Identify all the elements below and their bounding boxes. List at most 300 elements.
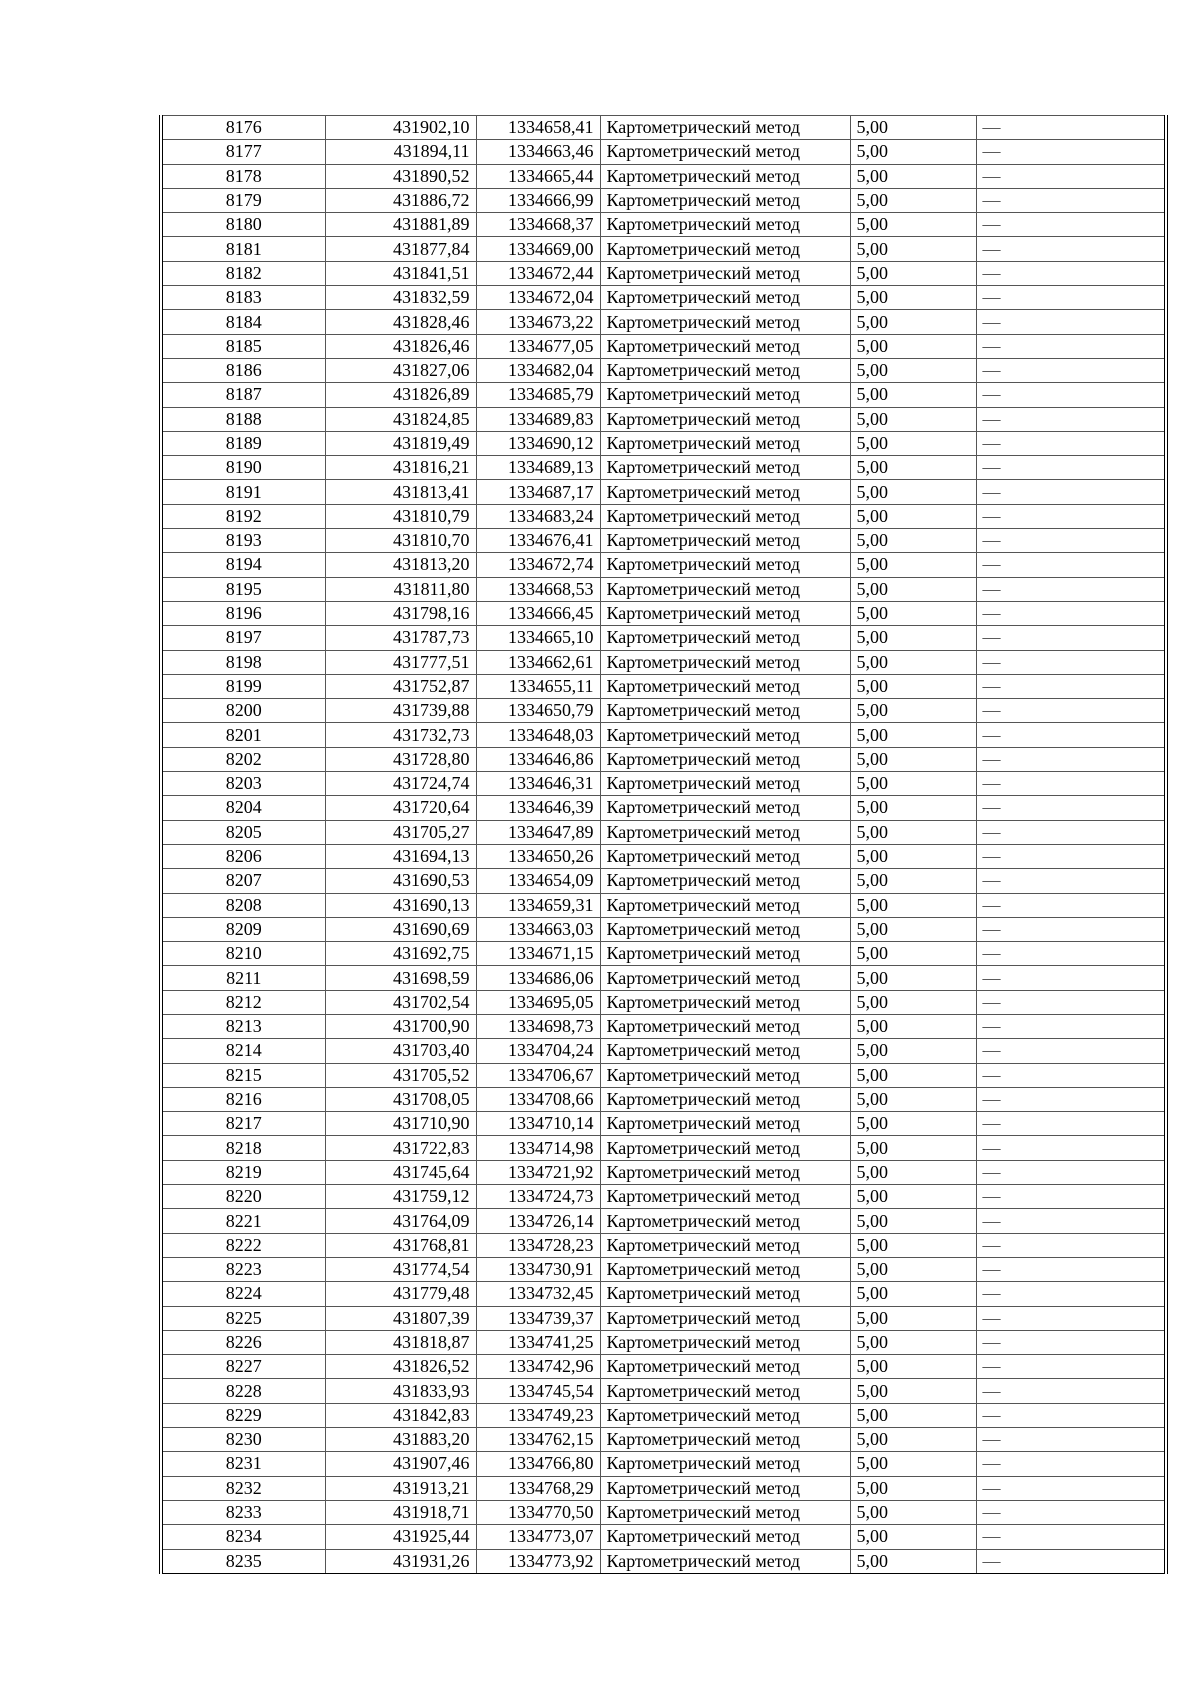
x-coordinate-cell: 431690,53	[325, 869, 476, 893]
y-coordinate-cell: 1334766,80	[476, 1452, 600, 1476]
table-row	[161, 1087, 1166, 1111]
point-number-cell: 8227	[161, 1355, 325, 1379]
x-coordinate-cell: 431918,71	[325, 1500, 476, 1524]
y-coordinate-cell: 1334668,37	[476, 213, 600, 237]
y-coordinate-cell: 1334668,53	[476, 577, 600, 601]
mean-square-error-cell: 5,00	[850, 1209, 976, 1233]
x-coordinate-cell: 431925,44	[325, 1525, 476, 1549]
x-coordinate-cell: 431732,73	[325, 723, 476, 747]
x-coordinate-cell: 431694,13	[325, 844, 476, 868]
determination-method-cell: Картометрический метод	[600, 553, 850, 577]
table-row	[161, 577, 1166, 601]
y-coordinate-cell: 1334665,10	[476, 626, 600, 650]
x-coordinate-cell: 431894,11	[325, 140, 476, 164]
table-row	[161, 723, 1166, 747]
y-coordinate-cell: 1334672,74	[476, 553, 600, 577]
determination-method-cell: Картометрический метод	[600, 310, 850, 334]
table-row	[161, 1428, 1166, 1452]
x-coordinate-cell: 431690,13	[325, 893, 476, 917]
table-row	[161, 796, 1166, 820]
determination-method-cell: Картометрический метод	[600, 1209, 850, 1233]
x-coordinate-cell: 431787,73	[325, 626, 476, 650]
mean-square-error-cell: 5,00	[850, 1014, 976, 1038]
point-number-cell: 8194	[161, 553, 325, 577]
y-coordinate-cell: 1334665,44	[476, 164, 600, 188]
point-number-cell: 8207	[161, 869, 325, 893]
point-description-cell: —	[976, 334, 1166, 358]
mean-square-error-cell: 5,00	[850, 1257, 976, 1281]
y-coordinate-cell: 1334659,31	[476, 893, 600, 917]
mean-square-error-cell: 5,00	[850, 893, 976, 917]
y-coordinate-cell: 1334650,26	[476, 844, 600, 868]
point-number-cell: 8192	[161, 504, 325, 528]
point-description-cell: —	[976, 116, 1166, 140]
y-coordinate-cell: 1334762,15	[476, 1428, 600, 1452]
point-description-cell: —	[976, 504, 1166, 528]
mean-square-error-cell: 5,00	[850, 1355, 976, 1379]
point-number-cell: 8222	[161, 1233, 325, 1257]
y-coordinate-cell: 1334770,50	[476, 1500, 600, 1524]
table-row	[161, 480, 1166, 504]
point-number-cell: 8205	[161, 820, 325, 844]
point-description-cell: —	[976, 990, 1166, 1014]
y-coordinate-cell: 1334773,07	[476, 1525, 600, 1549]
table-row	[161, 529, 1166, 553]
y-coordinate-cell: 1334663,46	[476, 140, 600, 164]
y-coordinate-cell: 1334669,00	[476, 237, 600, 261]
mean-square-error-cell: 5,00	[850, 1087, 976, 1111]
point-number-cell: 8212	[161, 990, 325, 1014]
x-coordinate-cell: 431824,85	[325, 407, 476, 431]
point-number-cell: 8180	[161, 213, 325, 237]
table-row	[161, 844, 1166, 868]
point-description-cell: —	[976, 1428, 1166, 1452]
mean-square-error-cell: 5,00	[850, 431, 976, 455]
point-number-cell: 8219	[161, 1160, 325, 1184]
x-coordinate-cell: 431810,70	[325, 529, 476, 553]
table-row	[161, 1112, 1166, 1136]
mean-square-error-cell: 5,00	[850, 723, 976, 747]
table-row	[161, 504, 1166, 528]
determination-method-cell: Картометрический метод	[600, 407, 850, 431]
mean-square-error-cell: 5,00	[850, 1500, 976, 1524]
y-coordinate-cell: 1334655,11	[476, 674, 600, 698]
mean-square-error-cell: 5,00	[850, 820, 976, 844]
point-number-cell: 8234	[161, 1525, 325, 1549]
table-row	[161, 1185, 1166, 1209]
mean-square-error-cell: 5,00	[850, 1549, 976, 1573]
x-coordinate-cell: 431807,39	[325, 1306, 476, 1330]
y-coordinate-cell: 1334672,04	[476, 286, 600, 310]
mean-square-error-cell: 5,00	[850, 1476, 976, 1500]
point-number-cell: 8235	[161, 1549, 325, 1573]
y-coordinate-cell: 1334673,22	[476, 310, 600, 334]
mean-square-error-cell: 5,00	[850, 1403, 976, 1427]
point-description-cell: —	[976, 820, 1166, 844]
determination-method-cell: Картометрический метод	[600, 188, 850, 212]
point-description-cell: —	[976, 431, 1166, 455]
y-coordinate-cell: 1334686,06	[476, 966, 600, 990]
y-coordinate-cell: 1334726,14	[476, 1209, 600, 1233]
point-number-cell: 8190	[161, 456, 325, 480]
point-number-cell: 8187	[161, 383, 325, 407]
point-number-cell: 8228	[161, 1379, 325, 1403]
x-coordinate-cell: 431826,46	[325, 334, 476, 358]
mean-square-error-cell: 5,00	[850, 310, 976, 334]
mean-square-error-cell: 5,00	[850, 917, 976, 941]
point-description-cell: —	[976, 747, 1166, 771]
y-coordinate-cell: 1334654,09	[476, 869, 600, 893]
point-description-cell: —	[976, 1136, 1166, 1160]
mean-square-error-cell: 5,00	[850, 188, 976, 212]
determination-method-cell: Картометрический метод	[600, 261, 850, 285]
point-number-cell: 8208	[161, 893, 325, 917]
determination-method-cell: Картометрический метод	[600, 772, 850, 796]
point-number-cell: 8181	[161, 237, 325, 261]
determination-method-cell: Картометрический метод	[600, 893, 850, 917]
point-number-cell: 8193	[161, 529, 325, 553]
table-row	[161, 1136, 1166, 1160]
y-coordinate-cell: 1334683,24	[476, 504, 600, 528]
mean-square-error-cell: 5,00	[850, 1330, 976, 1354]
mean-square-error-cell: 5,00	[850, 213, 976, 237]
table-row	[161, 626, 1166, 650]
determination-method-cell: Картометрический метод	[600, 820, 850, 844]
mean-square-error-cell: 5,00	[850, 747, 976, 771]
point-number-cell: 8191	[161, 480, 325, 504]
mean-square-error-cell: 5,00	[850, 480, 976, 504]
point-description-cell: —	[976, 1063, 1166, 1087]
y-coordinate-cell: 1334677,05	[476, 334, 600, 358]
mean-square-error-cell: 5,00	[850, 966, 976, 990]
determination-method-cell: Картометрический метод	[600, 723, 850, 747]
table-row	[161, 261, 1166, 285]
point-number-cell: 8215	[161, 1063, 325, 1087]
table-row	[161, 383, 1166, 407]
x-coordinate-cell: 431883,20	[325, 1428, 476, 1452]
y-coordinate-cell: 1334741,25	[476, 1330, 600, 1354]
point-description-cell: —	[976, 1209, 1166, 1233]
x-coordinate-cell: 431902,10	[325, 116, 476, 140]
x-coordinate-cell: 431907,46	[325, 1452, 476, 1476]
determination-method-cell: Картометрический метод	[600, 1428, 850, 1452]
y-coordinate-cell: 1334698,73	[476, 1014, 600, 1038]
x-coordinate-cell: 431827,06	[325, 358, 476, 382]
determination-method-cell: Картометрический метод	[600, 116, 850, 140]
point-description-cell: —	[976, 1257, 1166, 1281]
determination-method-cell: Картометрический метод	[600, 626, 850, 650]
point-description-cell: —	[976, 942, 1166, 966]
determination-method-cell: Картометрический метод	[600, 1112, 850, 1136]
point-number-cell: 8229	[161, 1403, 325, 1427]
point-description-cell: —	[976, 1355, 1166, 1379]
x-coordinate-cell: 431759,12	[325, 1185, 476, 1209]
mean-square-error-cell: 5,00	[850, 334, 976, 358]
determination-method-cell: Картометрический метод	[600, 1549, 850, 1573]
point-description-cell: —	[976, 1282, 1166, 1306]
x-coordinate-cell: 431745,64	[325, 1160, 476, 1184]
table-row	[161, 650, 1166, 674]
table-row	[161, 747, 1166, 771]
point-description-cell: —	[976, 529, 1166, 553]
point-number-cell: 8178	[161, 164, 325, 188]
point-description-cell: —	[976, 650, 1166, 674]
x-coordinate-cell: 431724,74	[325, 772, 476, 796]
x-coordinate-cell: 431690,69	[325, 917, 476, 941]
determination-method-cell: Картометрический метод	[600, 1379, 850, 1403]
mean-square-error-cell: 5,00	[850, 869, 976, 893]
y-coordinate-cell: 1334676,41	[476, 529, 600, 553]
table-row	[161, 1379, 1166, 1403]
y-coordinate-cell: 1334646,39	[476, 796, 600, 820]
point-description-cell: —	[976, 553, 1166, 577]
point-number-cell: 8183	[161, 286, 325, 310]
table-row	[161, 1209, 1166, 1233]
y-coordinate-cell: 1334687,17	[476, 480, 600, 504]
mean-square-error-cell: 5,00	[850, 650, 976, 674]
point-number-cell: 8184	[161, 310, 325, 334]
point-number-cell: 8186	[161, 358, 325, 382]
y-coordinate-cell: 1334742,96	[476, 1355, 600, 1379]
point-number-cell: 8220	[161, 1185, 325, 1209]
determination-method-cell: Картометрический метод	[600, 1355, 850, 1379]
table-row	[161, 1282, 1166, 1306]
point-description-cell: —	[976, 1379, 1166, 1403]
point-description-cell: —	[976, 383, 1166, 407]
x-coordinate-cell: 431708,05	[325, 1087, 476, 1111]
mean-square-error-cell: 5,00	[850, 601, 976, 625]
mean-square-error-cell: 5,00	[850, 116, 976, 140]
x-coordinate-cell: 431811,80	[325, 577, 476, 601]
point-description-cell: —	[976, 140, 1166, 164]
mean-square-error-cell: 5,00	[850, 1063, 976, 1087]
x-coordinate-cell: 431692,75	[325, 942, 476, 966]
x-coordinate-cell: 431798,16	[325, 601, 476, 625]
point-description-cell: —	[976, 1087, 1166, 1111]
x-coordinate-cell: 431720,64	[325, 796, 476, 820]
point-description-cell: —	[976, 966, 1166, 990]
x-coordinate-cell: 431768,81	[325, 1233, 476, 1257]
determination-method-cell: Картометрический метод	[600, 529, 850, 553]
point-description-cell: —	[976, 772, 1166, 796]
determination-method-cell: Картометрический метод	[600, 1452, 850, 1476]
mean-square-error-cell: 5,00	[850, 1233, 976, 1257]
determination-method-cell: Картометрический метод	[600, 237, 850, 261]
x-coordinate-cell: 431931,26	[325, 1549, 476, 1573]
table-row	[161, 1549, 1166, 1573]
point-number-cell: 8195	[161, 577, 325, 601]
table-row	[161, 140, 1166, 164]
point-number-cell: 8189	[161, 431, 325, 455]
table-row	[161, 1403, 1166, 1427]
x-coordinate-cell: 431881,89	[325, 213, 476, 237]
mean-square-error-cell: 5,00	[850, 1379, 976, 1403]
y-coordinate-cell: 1334704,24	[476, 1039, 600, 1063]
y-coordinate-cell: 1334773,92	[476, 1549, 600, 1573]
point-description-cell: —	[976, 1452, 1166, 1476]
y-coordinate-cell: 1334690,12	[476, 431, 600, 455]
determination-method-cell: Картометрический метод	[600, 480, 850, 504]
point-number-cell: 8211	[161, 966, 325, 990]
mean-square-error-cell: 5,00	[850, 1039, 976, 1063]
determination-method-cell: Картометрический метод	[600, 844, 850, 868]
determination-method-cell: Картометрический метод	[600, 577, 850, 601]
mean-square-error-cell: 5,00	[850, 1452, 976, 1476]
x-coordinate-cell: 431698,59	[325, 966, 476, 990]
point-description-cell: —	[976, 358, 1166, 382]
determination-method-cell: Картометрический метод	[600, 286, 850, 310]
point-number-cell: 8217	[161, 1112, 325, 1136]
x-coordinate-cell: 431774,54	[325, 1257, 476, 1281]
mean-square-error-cell: 5,00	[850, 772, 976, 796]
point-description-cell: —	[976, 1403, 1166, 1427]
mean-square-error-cell: 5,00	[850, 140, 976, 164]
point-description-cell: —	[976, 1233, 1166, 1257]
x-coordinate-cell: 431739,88	[325, 699, 476, 723]
table-row	[161, 1330, 1166, 1354]
point-number-cell: 8199	[161, 674, 325, 698]
point-number-cell: 8201	[161, 723, 325, 747]
point-number-cell: 8223	[161, 1257, 325, 1281]
point-number-cell: 8233	[161, 1500, 325, 1524]
determination-method-cell: Картометрический метод	[600, 334, 850, 358]
determination-method-cell: Картометрический метод	[600, 1306, 850, 1330]
table-row	[161, 1355, 1166, 1379]
table-row	[161, 820, 1166, 844]
mean-square-error-cell: 5,00	[850, 699, 976, 723]
x-coordinate-cell: 431722,83	[325, 1136, 476, 1160]
determination-method-cell: Картометрический метод	[600, 1403, 850, 1427]
point-number-cell: 8218	[161, 1136, 325, 1160]
x-coordinate-cell: 431752,87	[325, 674, 476, 698]
point-number-cell: 8213	[161, 1014, 325, 1038]
mean-square-error-cell: 5,00	[850, 504, 976, 528]
point-number-cell: 8209	[161, 917, 325, 941]
determination-method-cell: Картометрический метод	[600, 650, 850, 674]
point-description-cell: —	[976, 626, 1166, 650]
determination-method-cell: Картометрический метод	[600, 1476, 850, 1500]
point-number-cell: 8210	[161, 942, 325, 966]
point-description-cell: —	[976, 1185, 1166, 1209]
mean-square-error-cell: 5,00	[850, 1160, 976, 1184]
y-coordinate-cell: 1334646,31	[476, 772, 600, 796]
x-coordinate-cell: 431700,90	[325, 1014, 476, 1038]
mean-square-error-cell: 5,00	[850, 1136, 976, 1160]
mean-square-error-cell: 5,00	[850, 577, 976, 601]
x-coordinate-cell: 431705,27	[325, 820, 476, 844]
y-coordinate-cell: 1334689,83	[476, 407, 600, 431]
table-row	[161, 310, 1166, 334]
determination-method-cell: Картометрический метод	[600, 601, 850, 625]
point-number-cell: 8203	[161, 772, 325, 796]
point-number-cell: 8200	[161, 699, 325, 723]
x-coordinate-cell: 431828,46	[325, 310, 476, 334]
y-coordinate-cell: 1334689,13	[476, 456, 600, 480]
table-row	[161, 1452, 1166, 1476]
determination-method-cell: Картометрический метод	[600, 674, 850, 698]
mean-square-error-cell: 5,00	[850, 1306, 976, 1330]
point-description-cell: —	[976, 213, 1166, 237]
y-coordinate-cell: 1334646,86	[476, 747, 600, 771]
x-coordinate-cell: 431810,79	[325, 504, 476, 528]
x-coordinate-cell: 431702,54	[325, 990, 476, 1014]
determination-method-cell: Картометрический метод	[600, 1185, 850, 1209]
point-number-cell: 8224	[161, 1282, 325, 1306]
y-coordinate-cell: 1334672,44	[476, 261, 600, 285]
mean-square-error-cell: 5,00	[850, 237, 976, 261]
mean-square-error-cell: 5,00	[850, 383, 976, 407]
determination-method-cell: Картометрический метод	[600, 1063, 850, 1087]
point-number-cell: 8176	[161, 116, 325, 140]
determination-method-cell: Картометрический метод	[600, 1282, 850, 1306]
point-number-cell: 8177	[161, 140, 325, 164]
y-coordinate-cell: 1334671,15	[476, 942, 600, 966]
x-coordinate-cell: 431833,93	[325, 1379, 476, 1403]
point-number-cell: 8216	[161, 1087, 325, 1111]
mean-square-error-cell: 5,00	[850, 1525, 976, 1549]
y-coordinate-cell: 1334732,45	[476, 1282, 600, 1306]
table-row	[161, 917, 1166, 941]
determination-method-cell: Картометрический метод	[600, 1087, 850, 1111]
table-row	[161, 1063, 1166, 1087]
determination-method-cell: Картометрический метод	[600, 1233, 850, 1257]
table-row	[161, 1306, 1166, 1330]
mean-square-error-cell: 5,00	[850, 1185, 976, 1209]
mean-square-error-cell: 5,00	[850, 358, 976, 382]
table-row	[161, 334, 1166, 358]
y-coordinate-cell: 1334647,89	[476, 820, 600, 844]
table-row	[161, 407, 1166, 431]
point-number-cell: 8230	[161, 1428, 325, 1452]
x-coordinate-cell: 431826,52	[325, 1355, 476, 1379]
y-coordinate-cell: 1334666,45	[476, 601, 600, 625]
y-coordinate-cell: 1334663,03	[476, 917, 600, 941]
point-description-cell: —	[976, 844, 1166, 868]
point-description-cell: —	[976, 601, 1166, 625]
table-row	[161, 990, 1166, 1014]
point-number-cell: 8225	[161, 1306, 325, 1330]
determination-method-cell: Картометрический метод	[600, 358, 850, 382]
x-coordinate-cell: 431703,40	[325, 1039, 476, 1063]
point-number-cell: 8221	[161, 1209, 325, 1233]
point-description-cell: —	[976, 310, 1166, 334]
point-description-cell: —	[976, 1014, 1166, 1038]
determination-method-cell: Картометрический метод	[600, 966, 850, 990]
determination-method-cell: Картометрический метод	[600, 869, 850, 893]
x-coordinate-cell: 431832,59	[325, 286, 476, 310]
y-coordinate-cell: 1334728,23	[476, 1233, 600, 1257]
mean-square-error-cell: 5,00	[850, 529, 976, 553]
point-description-cell: —	[976, 1112, 1166, 1136]
x-coordinate-cell: 431813,41	[325, 480, 476, 504]
table-row	[161, 116, 1166, 140]
point-number-cell: 8197	[161, 626, 325, 650]
determination-method-cell: Картометрический метод	[600, 456, 850, 480]
point-description-cell: —	[976, 1525, 1166, 1549]
x-coordinate-cell: 431728,80	[325, 747, 476, 771]
table-row	[161, 674, 1166, 698]
y-coordinate-cell: 1334739,37	[476, 1306, 600, 1330]
point-description-cell: —	[976, 1160, 1166, 1184]
x-coordinate-cell: 431890,52	[325, 164, 476, 188]
determination-method-cell: Картометрический метод	[600, 796, 850, 820]
coordinates-table	[159, 115, 1168, 1574]
determination-method-cell: Картометрический метод	[600, 1136, 850, 1160]
table-row	[161, 1233, 1166, 1257]
point-description-cell: —	[976, 1306, 1166, 1330]
determination-method-cell: Картометрический метод	[600, 504, 850, 528]
y-coordinate-cell: 1334714,98	[476, 1136, 600, 1160]
